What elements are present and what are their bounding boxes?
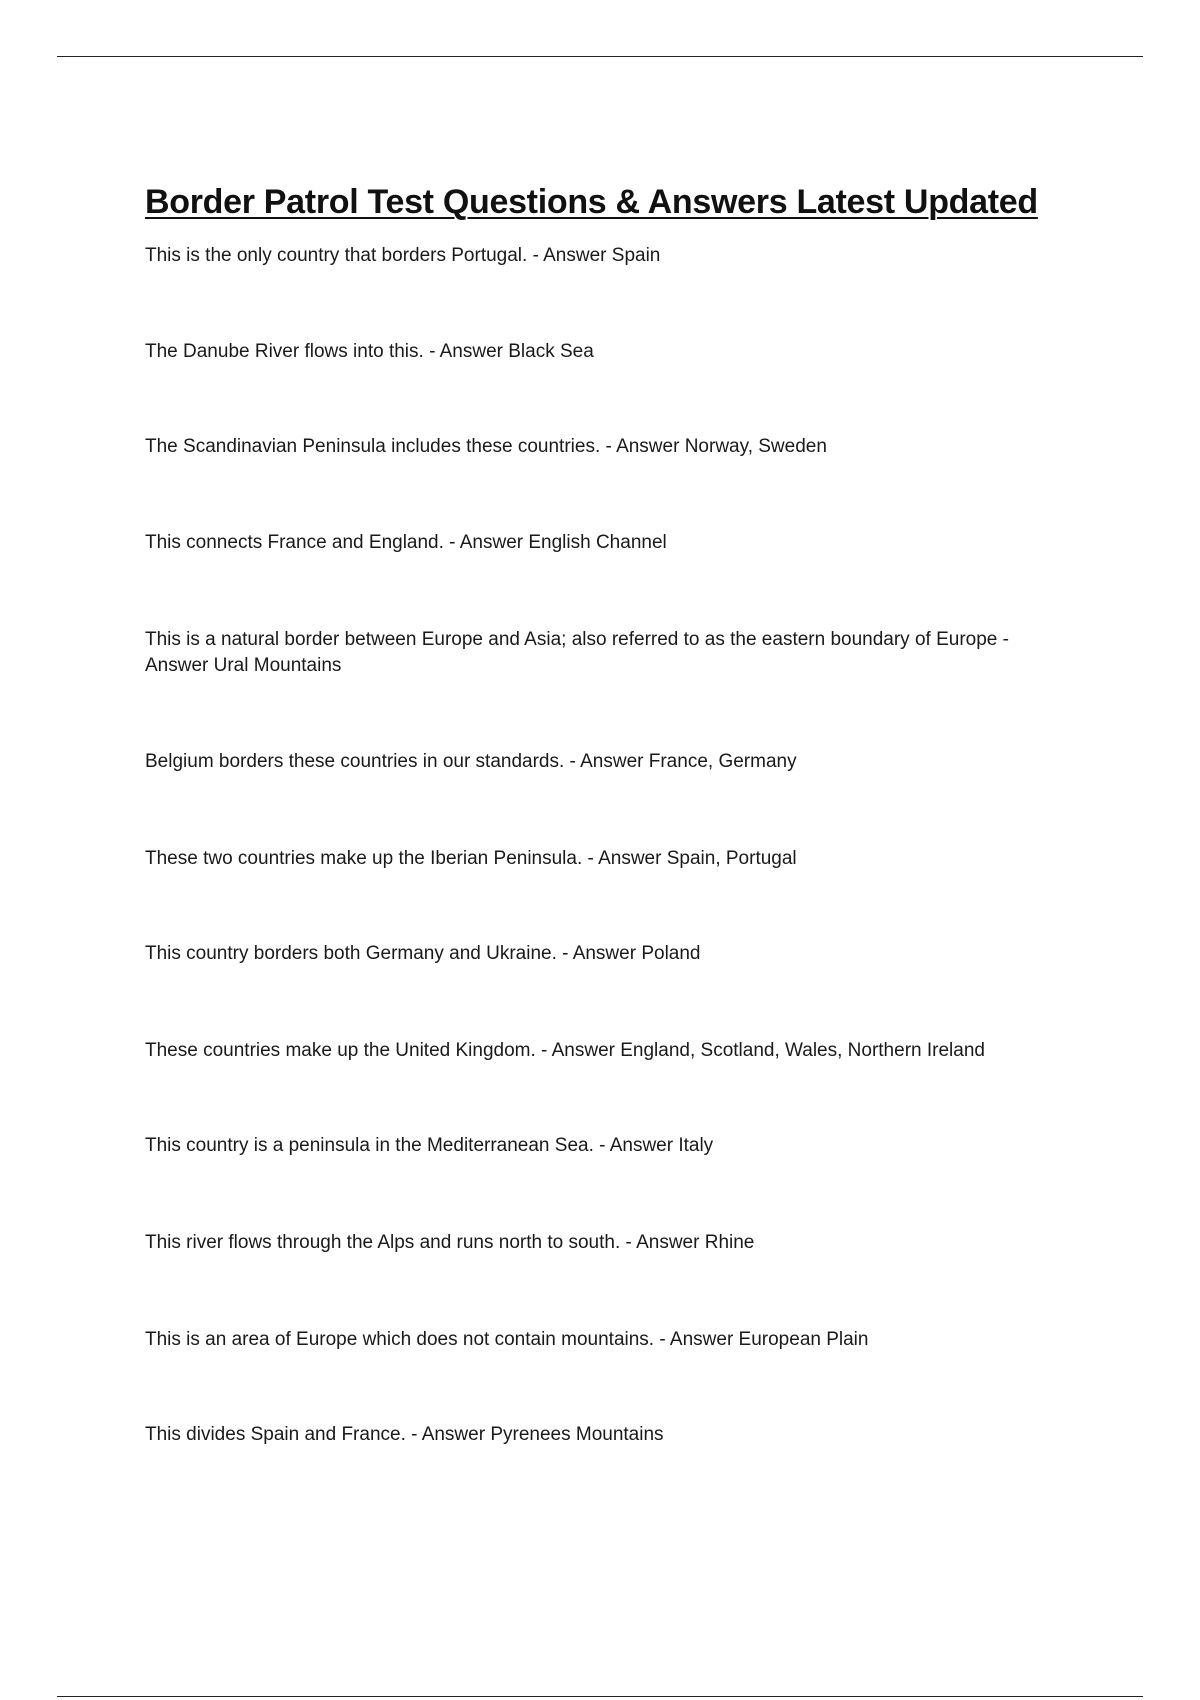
qa-item — [145, 941, 1075, 967]
qa-text: This is an area of Europe which does not contain mountains. - Answer European Plain — [145, 1329, 869, 1350]
document-title: Border Patrol Test Questions & Answers Latest Updated — [145, 183, 1038, 221]
footer-rule — [57, 1696, 1143, 1697]
qa-text: This country borders both Germany and Ukraine. - Answer Poland — [145, 943, 701, 964]
qa-text: This is the only country that borders Portugal. - Answer Spain — [145, 245, 661, 266]
qa-item — [145, 530, 1075, 556]
qa-text: These countries make up the United Kingdom. - Answer England, Scotland, Wales, Northern Ireland — [145, 1040, 985, 1061]
qa-item — [145, 1038, 1075, 1064]
qa-text: The Scandinavian Peninsula includes these countries. - Answer Norway, Sweden — [145, 436, 827, 457]
qa-text: The Danube River flows into this. - Answer Black Sea — [145, 341, 594, 362]
qa-text: This connects France and England. - Answer English Channel — [145, 532, 667, 553]
qa-text: This divides Spain and France. - Answer Pyrenees Mountains — [145, 1424, 664, 1445]
qa-text: This river flows through the Alps and runs north to south. - Answer Rhine — [145, 1232, 755, 1253]
qa-item — [145, 627, 1075, 679]
qa-text: This is a natural border between Europe and Asia; also referred to as the eastern boundary of Europe - Answer Ural Mountains — [145, 629, 1009, 676]
qa-item — [145, 1230, 1075, 1256]
qa-item — [145, 1133, 1075, 1159]
qa-text: These two countries make up the Iberian Peninsula. - Answer Spain, Portugal — [145, 848, 797, 869]
qa-item — [145, 339, 1075, 365]
qa-text: This country is a peninsula in the Mediterranean Sea. - Answer Italy — [145, 1135, 714, 1156]
qa-item — [145, 1422, 1075, 1448]
qa-item — [145, 434, 1075, 460]
qa-item — [145, 1327, 1075, 1353]
qa-item — [145, 749, 1075, 775]
qa-text: Belgium borders these countries in our standards. - Answer France, Germany — [145, 751, 797, 772]
qa-item — [145, 846, 1075, 872]
qa-list — [145, 0, 1075, 1700]
qa-item — [145, 243, 1075, 269]
